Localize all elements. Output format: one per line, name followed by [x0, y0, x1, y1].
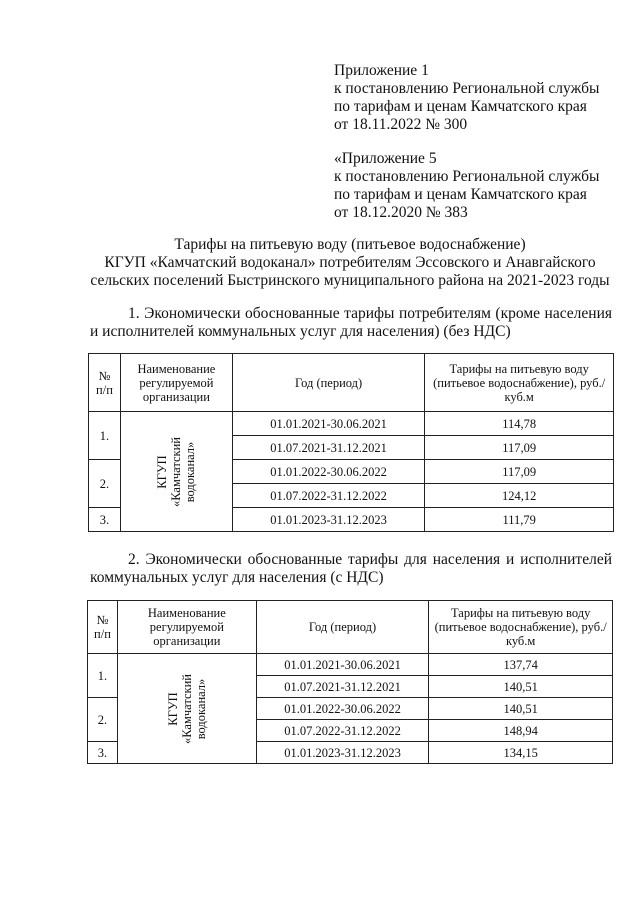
- row-number: 1.: [89, 412, 121, 460]
- annex-line: к постановлению Региональной службы: [334, 80, 600, 97]
- annex-line: по тарифам и ценам Камчатского края: [334, 98, 587, 115]
- organization-name: КГУП «Камчатский водоканал»: [155, 436, 198, 507]
- tariff-cell: 148,94: [429, 720, 613, 742]
- table-header-row: [89, 354, 614, 412]
- title-line: Тарифы на питьевую воду (питьевое водоснабжение): [174, 236, 526, 253]
- annex-line: от 18.11.2022 № 300: [334, 116, 468, 133]
- annex-line: Приложение 1: [334, 62, 429, 79]
- period-cell: 01.01.2023-31.12.2023: [232, 508, 425, 532]
- period-cell: 01.01.2023-31.12.2023: [256, 742, 429, 764]
- period-cell: 01.01.2021-30.06.2021: [256, 654, 429, 676]
- row-number: 3.: [88, 742, 118, 764]
- annex-line: по тарифам и ценам Камчатского края: [334, 186, 587, 203]
- tariff-cell: 111,79: [425, 508, 614, 532]
- tariff-cell: 137,74: [429, 654, 613, 676]
- tariff-cell: 140,51: [429, 676, 613, 698]
- section-2-heading: 2. Экономически обоснованные тарифы для населения и исполнителей коммунальных услуг для населения (с НДС): [90, 551, 612, 586]
- title-line: КГУП «Камчатский водоканал» потребителям Эссовского и Анавгайского: [104, 254, 596, 271]
- table-row: [88, 654, 613, 676]
- annex-5-block: [334, 150, 599, 222]
- annex-1-block: [334, 62, 599, 134]
- period-cell: 01.01.2022-30.06.2022: [256, 698, 429, 720]
- organization-cell: [120, 412, 232, 532]
- header-number: № п/п: [88, 601, 118, 654]
- table-header-row: [88, 601, 613, 654]
- header-organization: Наименование регулируемой организации: [117, 601, 256, 654]
- period-cell: 01.07.2022-31.12.2022: [232, 484, 425, 508]
- tariff-cell: 134,15: [429, 742, 613, 764]
- annex-line: от 18.12.2020 № 383: [334, 204, 468, 221]
- row-number: 2.: [88, 698, 118, 742]
- tariff-cell: 117,09: [425, 436, 614, 460]
- tariff-cell: 114,78: [425, 412, 614, 436]
- header-tariff: Тарифы на питьевую воду (питьевое водоснабжение), руб./куб.м: [425, 354, 614, 412]
- period-cell: 01.07.2021-31.12.2021: [256, 676, 429, 698]
- header-period: Год (период): [256, 601, 429, 654]
- tariff-table-2: [87, 600, 613, 764]
- period-cell: 01.07.2022-31.12.2022: [256, 720, 429, 742]
- title-line: сельских поселений Быстринского муниципального района на 2021-2023 годы: [90, 272, 610, 289]
- tariff-cell: 117,09: [425, 460, 614, 484]
- section-1-heading: 1. Экономически обоснованные тарифы потребителям (кроме населения и исполнителей коммунальных услуг для населения) (без НДС): [90, 305, 612, 340]
- annex-line: «Приложение 5: [334, 150, 437, 167]
- row-number: 1.: [88, 654, 118, 698]
- period-cell: 01.01.2022-30.06.2022: [232, 460, 425, 484]
- tariff-table-1: [88, 353, 614, 532]
- tariff-cell: 140,51: [429, 698, 613, 720]
- organization-cell: [117, 654, 256, 764]
- document-title: [80, 236, 620, 290]
- organization-name: КГУП «Камчатский водоканал»: [165, 673, 208, 744]
- header-organization: Наименование регулируемой организации: [120, 354, 232, 412]
- row-number: 2.: [89, 460, 121, 508]
- header-number: № п/п: [89, 354, 121, 412]
- row-number: 3.: [89, 508, 121, 532]
- table-row: [89, 412, 614, 436]
- period-cell: 01.07.2021-31.12.2021: [232, 436, 425, 460]
- header-period: Год (период): [232, 354, 425, 412]
- tariff-cell: 124,12: [425, 484, 614, 508]
- annex-line: к постановлению Региональной службы: [334, 168, 600, 185]
- header-tariff: Тарифы на питьевую воду (питьевое водоснабжение), руб./куб.м: [429, 601, 613, 654]
- period-cell: 01.01.2021-30.06.2021: [232, 412, 425, 436]
